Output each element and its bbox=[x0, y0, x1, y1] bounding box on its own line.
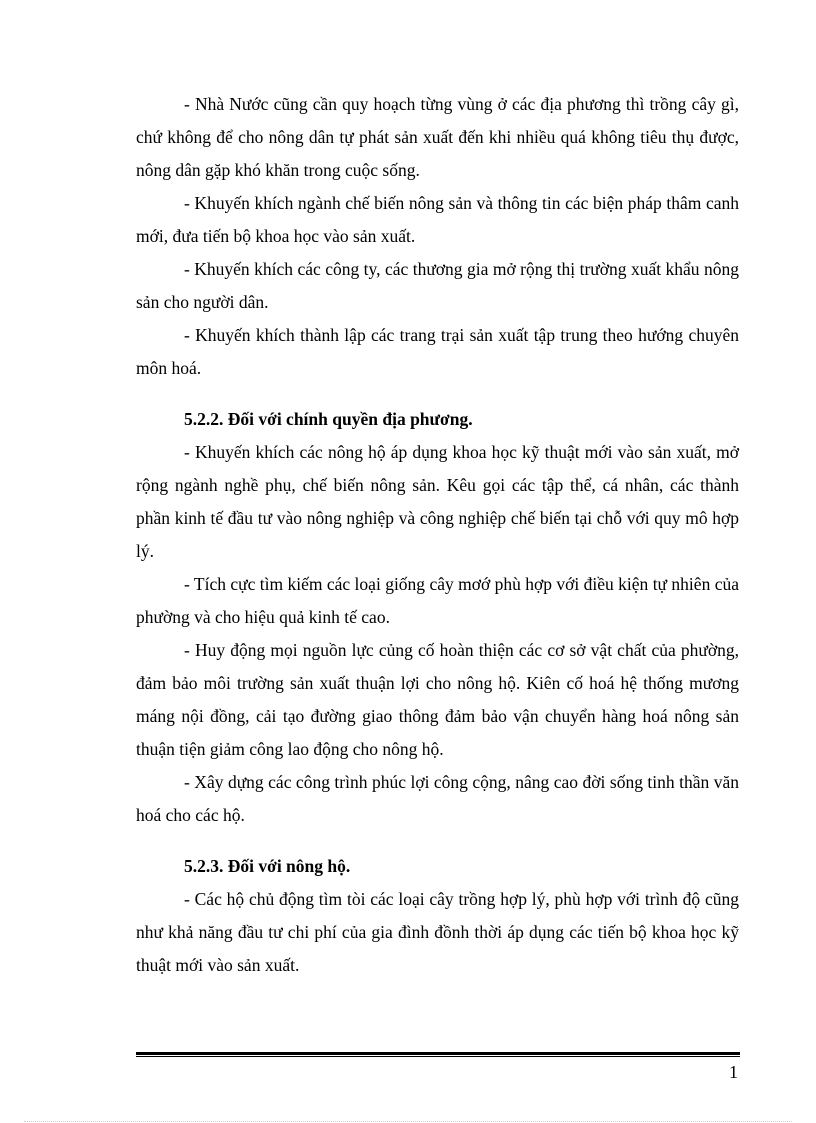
paragraph: - Xây dựng các công trình phúc lợi công cộng, nâng cao đời sống tinh thần văn hoá cho các hộ. bbox=[136, 772, 739, 825]
paragraph: - Huy động mọi nguồn lực củng cố hoàn thiện các cơ sở vật chất của phường, đảm bảo môi trường sản xuất thuận lợi cho nông hộ. Kiên cố hoá hệ thống mương máng nội đồng, cải tạo đường giao thông đảm bảo vận chuyển hàng hoá nông sản thuận tiện giảm công lao động cho nông hộ. bbox=[136, 640, 739, 759]
paragraph: - Khuyến khích các công ty, các thương gia mở rộng thị trường xuất khẩu nông sản cho người dân. bbox=[136, 259, 739, 312]
paragraph: - Khuyến khích ngành chế biến nông sản và thông tin các biện pháp thâm canh mới, đưa tiến bộ khoa học vào sản xuất. bbox=[136, 193, 739, 246]
paragraph: - Nhà Nước cũng cần quy hoạch từng vùng ở các địa phương thì trồng cây gì, chứ không để cho nông dân tự phát sản xuất đến khi nhiều quá không tiêu thụ được, nông dân gặp khó khăn trong cuộc sống. bbox=[136, 94, 739, 180]
page-bottom-edge bbox=[24, 1121, 792, 1122]
paragraph: - Các hộ chủ động tìm tòi các loại cây trồng hợp lý, phù hợp với trình độ cũng như khả năng đầu tư chi phí của gia đình đồnh thời áp dụng các tiến bộ khoa học kỹ thuật mới vào sản xuất. bbox=[136, 889, 739, 975]
paragraph: - Khuyến khích thành lập các trang trại sản xuất tập trung theo hướng chuyên môn hoá. bbox=[136, 325, 739, 378]
page-number: 1 bbox=[729, 1062, 738, 1082]
section-heading-5-2-3: 5.2.3. Đối với nông hộ. bbox=[184, 856, 351, 876]
paragraph: - Tích cực tìm kiếm các loại giống cây mơớ phù hợp với điều kiện tự nhiên của phường và cho hiệu quả kinh tế cao. bbox=[136, 574, 739, 627]
footer-divider bbox=[136, 1052, 740, 1057]
section-heading-5-2-2: 5.2.2. Đối với chính quyền địa phương. bbox=[184, 409, 473, 429]
paragraph: - Khuyến khích các nông hộ áp dụng khoa học kỹ thuật mới vào sản xuất, mở rộng ngành nghề phụ, chế biến nông sản. Kêu gọi các tập thể, cá nhân, các thành phần kinh tế đầu tư vào nông nghiệp và công nghiệp chế biến tại chỗ với quy mô hợp lý. bbox=[136, 442, 739, 561]
page-body bbox=[136, 88, 739, 982]
